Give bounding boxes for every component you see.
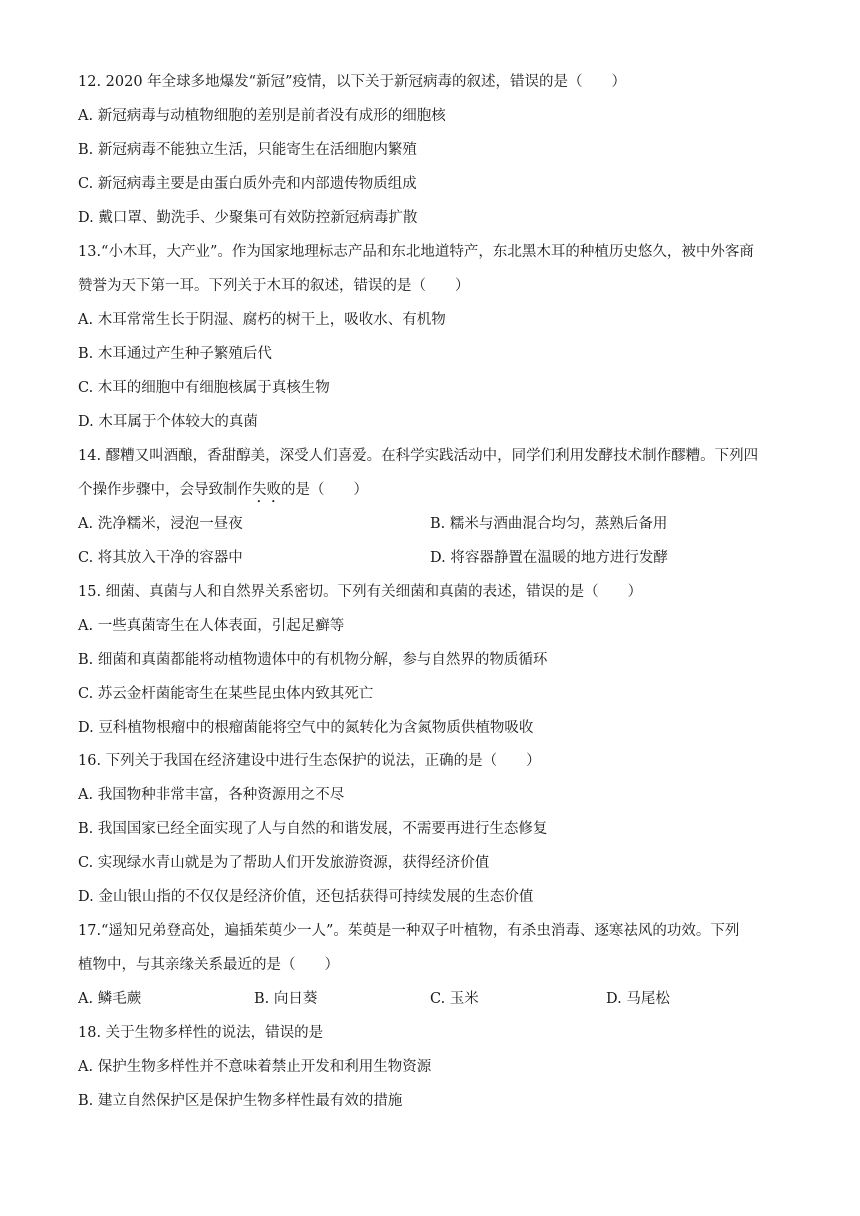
question-13-stem-line-2: 赞誉为天下第一耳。下列关于木耳的叙述，错误的是（ ） bbox=[78, 278, 470, 294]
question-12-option-b: B. 新冠病毒不能独立生活，只能寄生在活细胞内繁殖 bbox=[78, 142, 417, 158]
question-16-stem: 16. 下列关于我国在经济建设中进行生态保护的说法，正确的是（ ） bbox=[78, 753, 541, 769]
question-14-stem-line-2-post: 的是（ ） bbox=[281, 482, 368, 498]
question-14-emphasized-word: 失败 bbox=[252, 482, 281, 498]
question-13-option-c: C. 木耳的细胞中有细胞核属于真核生物 bbox=[78, 380, 330, 396]
question-14-option-c: C. 将其放入干净的容器中 bbox=[78, 550, 243, 566]
question-18-option-a: A. 保护生物多样性并不意味着禁止开发和利用生物资源 bbox=[78, 1059, 432, 1075]
question-12-stem: 12. 2020 年全球多地爆发“新冠”疫情，以下关于新冠病毒的叙述，错误的是（ ） bbox=[78, 74, 627, 90]
question-17-stem-line-1: 17.“遥知兄弟登高处，遍插茱萸少一人”。茱萸是一种双子叶植物，有杀虫消毒、逐寒祛风的功效。下列 bbox=[78, 923, 740, 939]
question-17-stem-line-2: 植物中，与其亲缘关系最近的是（ ） bbox=[78, 957, 339, 973]
question-15-option-c: C. 苏云金杆菌能寄生在某些昆虫体内致其死亡 bbox=[78, 686, 374, 702]
question-17-option-c: C. 玉米 bbox=[430, 991, 479, 1007]
question-13-option-d: D. 木耳属于个体较大的真菌 bbox=[78, 414, 258, 430]
question-12-option-a: A. 新冠病毒与动植物细胞的差别是前者没有成形的细胞核 bbox=[78, 108, 446, 124]
question-14-option-d: D. 将容器静置在温暖的地方进行发酵 bbox=[430, 550, 668, 566]
question-17-option-d: D. 马尾松 bbox=[606, 991, 670, 1007]
question-14-option-b: B. 糯米与酒曲混合均匀，蒸熟后备用 bbox=[430, 516, 668, 532]
question-18-stem: 18. 关于生物多样性的说法，错误的是 bbox=[78, 1025, 324, 1041]
question-18-option-b: B. 建立自然保护区是保护生物多样性最有效的措施 bbox=[78, 1093, 403, 1109]
question-14-stem-line-1: 14. 醪糟又叫酒酿，香甜醇美，深受人们喜爱。在科学实践活动中，同学们利用发酵技术制作醪糟。下列四 bbox=[78, 448, 759, 464]
question-13-stem-line-1: 13.“小木耳，大产业”。作为国家地理标志产品和东北地道特产，东北黑木耳的种植历史悠久，被中外客商 bbox=[78, 244, 754, 260]
question-14-stem-line-2-pre: 个操作步骤中，会导致制作 bbox=[78, 482, 252, 498]
question-15-option-d: D. 豆科植物根瘤中的根瘤菌能将空气中的氮转化为含氮物质供植物吸收 bbox=[78, 720, 534, 736]
question-17-option-b: B. 向日葵 bbox=[254, 991, 318, 1007]
question-14-option-a: A. 洗净糯米，浸泡一昼夜 bbox=[78, 516, 243, 532]
question-16-option-d: D. 金山银山指的不仅仅是经济价值，还包括获得可持续发展的生态价值 bbox=[78, 889, 534, 905]
question-16-option-a: A. 我国物种非常丰富，各种资源用之不尽 bbox=[78, 787, 345, 803]
question-14-stem-line-2 bbox=[78, 480, 798, 506]
question-15-stem: 15. 细菌、真菌与人和自然界关系密切。下列有关细菌和真菌的表述，错误的是（ ） bbox=[78, 584, 643, 600]
question-13-option-a: A. 木耳常常生长于阴湿、腐朽的树干上，吸收水、有机物 bbox=[78, 312, 446, 328]
question-13-option-b: B. 木耳通过产生种子繁殖后代 bbox=[78, 346, 272, 362]
question-12-option-c: C. 新冠病毒主要是由蛋白质外壳和内部遗传物质组成 bbox=[78, 176, 417, 192]
question-16-option-c: C. 实现绿水青山就是为了帮助人们开发旅游资源，获得经济价值 bbox=[78, 855, 490, 871]
question-15-option-b: B. 细菌和真菌都能将动植物遗体中的有机物分解，参与自然界的物质循环 bbox=[78, 652, 548, 668]
question-15-option-a: A. 一些真菌寄生在人体表面，引起足癣等 bbox=[78, 618, 345, 634]
question-12-option-d: D. 戴口罩、勤洗手、少聚集可有效防控新冠病毒扩散 bbox=[78, 210, 418, 226]
question-17-option-a: A. 鳞毛蕨 bbox=[78, 991, 142, 1007]
question-16-option-b: B. 我国国家已经全面实现了人与自然的和谐发展，不需要再进行生态修复 bbox=[78, 821, 548, 837]
